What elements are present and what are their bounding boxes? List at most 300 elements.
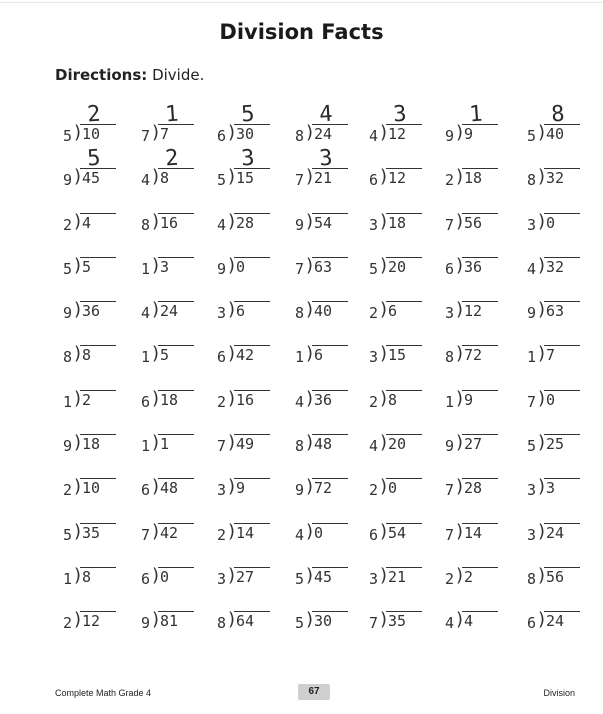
dividend: 10 — [80, 124, 116, 144]
divisor: 3 — [526, 215, 536, 234]
division-problem — [442, 323, 512, 367]
dividend: 24 — [544, 611, 580, 631]
dividend: 8 — [80, 345, 116, 365]
division-bracket: ) — [380, 432, 388, 454]
division-bracket: ) — [456, 387, 464, 409]
division-bracket: ) — [306, 210, 314, 232]
division-problem — [524, 368, 594, 412]
dividend: 8 — [80, 567, 116, 587]
division-problem — [442, 545, 512, 589]
divisor: 4 — [368, 127, 378, 145]
divisor: 5 — [368, 259, 378, 278]
division-problem — [138, 501, 208, 545]
problem-row — [60, 545, 600, 589]
divisor: 8 — [526, 171, 536, 190]
divisor: 9 — [62, 304, 72, 323]
division-problem — [524, 102, 594, 146]
dividend: 45 — [80, 168, 116, 188]
division-problem — [442, 102, 512, 146]
divisor: 7 — [216, 437, 226, 456]
divisor: 9 — [62, 437, 72, 456]
dividend: 0 — [234, 257, 270, 277]
division-problem — [60, 589, 130, 633]
dividend: 7 — [544, 345, 580, 365]
division-problem — [214, 501, 284, 545]
division-problem — [60, 191, 130, 235]
division-problem — [138, 235, 208, 279]
handwritten-answer — [378, 413, 422, 416]
divisor: 2 — [368, 481, 378, 500]
handwritten-answer — [304, 413, 348, 416]
division-bracket: ) — [306, 476, 314, 498]
divisor: 5 — [62, 525, 72, 544]
division-bracket: ) — [306, 299, 314, 321]
dividend: 27 — [234, 567, 270, 587]
handwritten-answer — [378, 457, 422, 460]
division-bracket: ) — [456, 122, 464, 143]
dividend: 48 — [312, 434, 348, 454]
division-problem — [60, 412, 130, 456]
handwritten-answer — [304, 324, 348, 327]
division-bracket: ) — [306, 609, 314, 631]
dividend: 4 — [80, 213, 116, 233]
dividend: 14 — [234, 523, 270, 543]
division-problem — [366, 412, 436, 456]
divisor: 1 — [526, 348, 536, 367]
dividend: 24 — [544, 523, 580, 543]
division-bracket: ) — [74, 343, 82, 365]
divisor: 2 — [62, 215, 72, 234]
divisor: 1 — [444, 392, 454, 411]
division-problem — [366, 368, 436, 412]
dividend: 18 — [80, 434, 116, 454]
divisor: 1 — [294, 348, 304, 367]
dividend: 16 — [158, 213, 194, 233]
division-bracket: ) — [538, 564, 546, 586]
handwritten-answer — [378, 324, 422, 327]
division-problem — [138, 191, 208, 235]
division-problem — [524, 456, 594, 500]
handwritten-answer — [150, 368, 194, 371]
divisor: 3 — [526, 525, 536, 544]
handwritten-answer — [304, 545, 348, 548]
divisor: 6 — [526, 614, 536, 633]
division-problem — [366, 191, 436, 235]
division-bracket: ) — [74, 166, 82, 188]
divisor: 8 — [294, 127, 304, 145]
division-problem — [214, 368, 284, 412]
division-problem — [292, 545, 362, 589]
divisor: 5 — [294, 614, 304, 633]
dividend: 16 — [234, 390, 270, 410]
dividend: 0 — [544, 213, 580, 233]
dividend: 21 — [386, 567, 422, 587]
handwritten-answer — [226, 501, 270, 504]
handwritten-answer — [454, 147, 498, 150]
handwritten-answer — [72, 590, 116, 593]
dividend: 35 — [80, 523, 116, 543]
dividend: 6 — [386, 301, 422, 321]
division-bracket: ) — [152, 564, 160, 586]
handwritten-answer — [454, 590, 498, 593]
division-bracket: ) — [74, 254, 82, 276]
dividend: 5 — [158, 345, 194, 365]
division-bracket: ) — [380, 343, 388, 365]
dividend: 42 — [234, 345, 270, 365]
division-bracket: ) — [228, 476, 236, 498]
handwritten-answer — [454, 368, 498, 371]
handwritten-answer — [150, 590, 194, 593]
division-bracket: ) — [306, 122, 314, 143]
handwritten-answer — [72, 501, 116, 504]
handwritten-answer — [72, 457, 116, 460]
division-problem — [442, 412, 512, 456]
division-problem — [292, 412, 362, 456]
division-problem — [442, 501, 512, 545]
divisor: 1 — [140, 437, 150, 456]
divisor: 2 — [216, 525, 226, 544]
division-bracket: ) — [74, 122, 82, 143]
divisor: 6 — [444, 259, 454, 278]
dividend: 8 — [386, 390, 422, 410]
division-bracket: ) — [74, 210, 82, 232]
division-problem — [366, 501, 436, 545]
division-bracket: ) — [152, 254, 160, 276]
division-bracket: ) — [228, 343, 236, 365]
divisor: 2 — [62, 614, 72, 633]
division-problem — [60, 146, 130, 190]
dividend: 2 — [462, 567, 498, 587]
dividend: 36 — [312, 390, 348, 410]
divisor: 8 — [294, 437, 304, 456]
dividend: 1 — [158, 434, 194, 454]
handwritten-answer — [536, 545, 580, 548]
directions — [55, 66, 204, 84]
dividend: 36 — [80, 301, 116, 321]
division-bracket: ) — [228, 387, 236, 409]
handwritten-answer — [150, 235, 194, 238]
divisor: 8 — [62, 348, 72, 367]
problem-row — [60, 456, 600, 500]
handwritten-answer: 5 — [240, 101, 256, 128]
division-bracket: ) — [74, 564, 82, 586]
dividend: 54 — [386, 523, 422, 543]
divisor: 4 — [444, 614, 454, 633]
divisor: 3 — [216, 304, 226, 323]
divisor: 3 — [444, 304, 454, 323]
divisor: 5 — [62, 127, 72, 145]
handwritten-answer — [378, 368, 422, 371]
division-bracket: ) — [380, 254, 388, 276]
handwritten-answer: 1 — [468, 101, 484, 128]
division-bracket: ) — [152, 343, 160, 365]
division-problem — [60, 545, 130, 589]
divisor: 3 — [368, 215, 378, 234]
division-bracket: ) — [306, 564, 314, 586]
division-problem — [292, 102, 362, 146]
handwritten-answer: 4 — [318, 101, 334, 128]
handwritten-answer: 1 — [164, 101, 180, 128]
dividend: 40 — [544, 124, 580, 144]
dividend: 8 — [158, 168, 194, 188]
dividend: 63 — [312, 257, 348, 277]
handwritten-answer: 2 — [86, 101, 102, 128]
division-bracket: ) — [538, 609, 546, 631]
divisor: 8 — [526, 569, 536, 588]
division-problem — [60, 235, 130, 279]
handwritten-answer — [150, 501, 194, 504]
division-bracket: ) — [538, 210, 546, 232]
division-problem — [366, 589, 436, 633]
division-bracket: ) — [74, 299, 82, 321]
dividend: 30 — [312, 611, 348, 631]
divisor: 2 — [62, 481, 72, 500]
handwritten-answer — [454, 413, 498, 416]
divisor: 8 — [444, 348, 454, 367]
divisor: 7 — [140, 525, 150, 544]
problem-row — [60, 235, 600, 279]
problem-row — [60, 102, 600, 146]
dividend: 7 — [158, 124, 194, 144]
division-bracket: ) — [228, 210, 236, 232]
division-problem — [292, 323, 362, 367]
division-bracket: ) — [456, 210, 464, 232]
divisor: 2 — [368, 392, 378, 411]
divisor: 6 — [216, 348, 226, 367]
handwritten-answer — [454, 235, 498, 238]
division-bracket: ) — [538, 432, 546, 454]
handwritten-answer: 8 — [550, 101, 566, 128]
dividend: 3 — [158, 257, 194, 277]
division-problem — [138, 545, 208, 589]
dividend: 63 — [544, 301, 580, 321]
dividend: 28 — [462, 478, 498, 498]
divisor: 3 — [368, 569, 378, 588]
handwritten-answer — [150, 413, 194, 416]
divisor: 8 — [216, 614, 226, 633]
dividend: 12 — [386, 168, 422, 188]
problem-row — [60, 501, 600, 545]
division-bracket: ) — [228, 609, 236, 631]
division-bracket: ) — [456, 432, 464, 454]
division-problem — [214, 545, 284, 589]
handwritten-answer — [304, 590, 348, 593]
divisor: 9 — [444, 127, 454, 145]
handwritten-answer — [378, 590, 422, 593]
dividend: 15 — [386, 345, 422, 365]
dividend: 18 — [386, 213, 422, 233]
division-problem — [138, 146, 208, 190]
problem-row — [60, 368, 600, 412]
division-bracket: ) — [538, 387, 546, 409]
divisor: 9 — [62, 171, 72, 190]
dividend: 10 — [80, 478, 116, 498]
dividend: 24 — [312, 124, 348, 144]
dividend: 30 — [234, 124, 270, 144]
divisor: 4 — [526, 259, 536, 278]
handwritten-answer — [454, 191, 498, 194]
problem-row — [60, 146, 600, 190]
divisor: 7 — [294, 171, 304, 190]
division-problem — [524, 501, 594, 545]
handwritten-answer — [536, 147, 580, 150]
division-bracket: ) — [380, 609, 388, 631]
handwritten-answer — [536, 413, 580, 416]
handwritten-answer — [536, 501, 580, 504]
divisor: 4 — [216, 215, 226, 234]
handwritten-answer: 3 — [392, 101, 408, 128]
handwritten-answer — [304, 191, 348, 194]
division-bracket: ) — [152, 122, 160, 143]
dividend: 20 — [386, 434, 422, 454]
divisor: 4 — [368, 437, 378, 456]
handwritten-answer — [378, 235, 422, 238]
divisor: 7 — [140, 127, 150, 145]
division-bracket: ) — [228, 432, 236, 454]
divisor: 4 — [140, 171, 150, 190]
division-bracket: ) — [306, 254, 314, 276]
divisor: 1 — [62, 569, 72, 588]
division-bracket: ) — [152, 299, 160, 321]
divisor: 8 — [140, 215, 150, 234]
handwritten-answer — [304, 280, 348, 283]
division-problem — [366, 235, 436, 279]
handwritten-answer — [150, 324, 194, 327]
handwritten-answer — [226, 457, 270, 460]
division-problem — [60, 501, 130, 545]
division-problem — [442, 589, 512, 633]
handwritten-answer — [536, 235, 580, 238]
division-bracket: ) — [74, 432, 82, 454]
division-bracket: ) — [538, 122, 546, 143]
division-bracket: ) — [538, 476, 546, 498]
division-bracket: ) — [152, 210, 160, 232]
footer-page-number: 67 — [298, 684, 330, 700]
division-problem — [214, 323, 284, 367]
division-problem — [524, 146, 594, 190]
division-bracket: ) — [306, 520, 314, 542]
division-problem — [214, 412, 284, 456]
divisor: 3 — [216, 481, 226, 500]
division-problem — [292, 146, 362, 190]
division-bracket: ) — [152, 609, 160, 631]
division-problem — [366, 545, 436, 589]
division-problem — [214, 279, 284, 323]
division-bracket: ) — [306, 387, 314, 409]
division-problem — [366, 279, 436, 323]
division-bracket: ) — [538, 299, 546, 321]
dividend: 42 — [158, 523, 194, 543]
division-problem — [60, 102, 130, 146]
division-bracket: ) — [380, 520, 388, 542]
dividend: 81 — [158, 611, 194, 631]
division-problem — [214, 589, 284, 633]
handwritten-answer — [72, 368, 116, 371]
dividend: 14 — [462, 523, 498, 543]
divisor: 7 — [444, 481, 454, 500]
division-bracket: ) — [538, 166, 546, 188]
handwritten-answer — [378, 545, 422, 548]
handwritten-answer — [536, 368, 580, 371]
divisor: 5 — [216, 171, 226, 190]
division-bracket: ) — [74, 520, 82, 542]
division-bracket: ) — [74, 609, 82, 631]
divisor: 7 — [444, 215, 454, 234]
problem-row — [60, 589, 600, 633]
divisor: 9 — [526, 304, 536, 323]
division-bracket: ) — [380, 299, 388, 321]
division-bracket: ) — [456, 166, 464, 188]
division-bracket: ) — [152, 520, 160, 542]
division-bracket: ) — [380, 122, 388, 143]
divisor: 7 — [526, 392, 536, 411]
dividend: 40 — [312, 301, 348, 321]
dividend: 9 — [234, 478, 270, 498]
handwritten-answer — [226, 590, 270, 593]
dividend: 9 — [462, 390, 498, 410]
divisor: 5 — [526, 437, 536, 456]
footer-section: Division — [543, 688, 575, 698]
divisor: 4 — [294, 525, 304, 544]
dividend: 6 — [312, 345, 348, 365]
divisor: 6 — [140, 481, 150, 500]
handwritten-answer — [454, 457, 498, 460]
dividend: 0 — [544, 390, 580, 410]
division-bracket: ) — [228, 520, 236, 542]
division-problem — [292, 456, 362, 500]
handwritten-answer — [454, 501, 498, 504]
divisor: 4 — [140, 304, 150, 323]
division-problem — [442, 191, 512, 235]
division-bracket: ) — [456, 299, 464, 321]
division-problem — [214, 456, 284, 500]
handwritten-answer: 3 — [318, 145, 334, 172]
division-bracket: ) — [228, 564, 236, 586]
handwritten-answer — [378, 501, 422, 504]
problem-row — [60, 323, 600, 367]
division-problem — [214, 102, 284, 146]
divisor: 9 — [294, 481, 304, 500]
handwritten-answer — [226, 545, 270, 548]
handwritten-answer — [226, 235, 270, 238]
division-problem — [442, 146, 512, 190]
division-bracket: ) — [538, 343, 546, 365]
division-bracket: ) — [152, 432, 160, 454]
dividend: 9 — [462, 124, 498, 144]
division-bracket: ) — [456, 254, 464, 276]
dividend: 25 — [544, 434, 580, 454]
division-bracket: ) — [152, 387, 160, 409]
division-problem — [138, 368, 208, 412]
divisor: 1 — [140, 348, 150, 367]
division-bracket: ) — [380, 166, 388, 188]
divisor: 2 — [216, 392, 226, 411]
division-problem — [366, 323, 436, 367]
division-problem — [214, 235, 284, 279]
handwritten-answer — [72, 324, 116, 327]
handwritten-answer — [454, 280, 498, 283]
division-problem — [524, 235, 594, 279]
dividend: 54 — [312, 213, 348, 233]
divisor: 6 — [368, 525, 378, 544]
dividend: 0 — [312, 523, 348, 543]
dividend: 72 — [312, 478, 348, 498]
page-title: Division Facts — [219, 20, 384, 44]
handwritten-answer: 5 — [86, 145, 102, 172]
footer-book-title: Complete Math Grade 4 — [55, 688, 152, 698]
division-problem — [442, 235, 512, 279]
division-problem — [214, 191, 284, 235]
